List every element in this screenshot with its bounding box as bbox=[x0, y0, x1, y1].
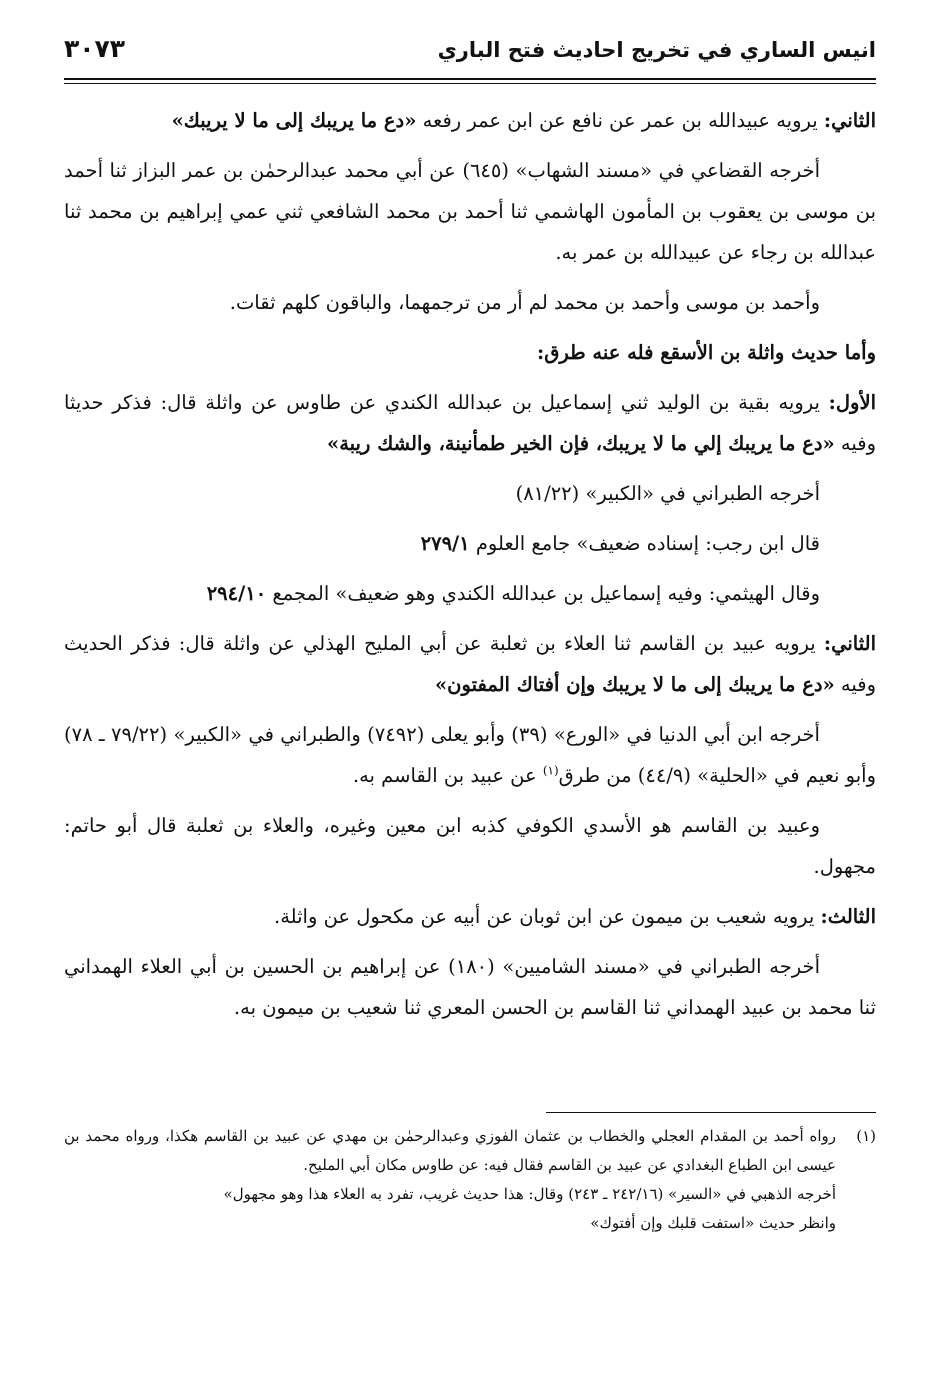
running-title: انيس الساري في تخريج احاديث فتح الباري bbox=[437, 38, 876, 62]
para-text: يرويه بقية بن الوليد ثني إسماعيل بن عبدالله الكندي عن طاوس عن واثلة قال: فذكر حديثا وفيه bbox=[64, 391, 876, 455]
paragraph-path-2-ibn-umar bbox=[64, 100, 876, 141]
para-text: قال ابن رجب: إسناده ضعيف» جامع العلوم bbox=[469, 532, 820, 555]
para-lead: الأول: bbox=[828, 391, 876, 414]
hadith-quote: «دع ما يريبك إلي ما لا يريبك، فإن الخير طمأنينة، والشك ريبة» bbox=[327, 432, 835, 455]
reference-number: ٢٧٩/١ bbox=[420, 532, 470, 555]
footnote-number: (١) bbox=[856, 1127, 876, 1145]
para-text-end: عن عبيد بن القاسم به. bbox=[352, 764, 543, 787]
paragraph-takhrij-shamiyyin bbox=[64, 946, 876, 1028]
paragraph-grading bbox=[64, 282, 876, 323]
reference-number: ٢٩٤/١٠ bbox=[206, 582, 267, 605]
para-text: أخرجه الطبراني في «الكبير» (٨١/٢٢) bbox=[515, 482, 820, 505]
paragraph-ibn-rajab bbox=[64, 523, 876, 564]
section-heading: وأما حديث واثلة بن الأسقع فله عنه طرق: bbox=[537, 341, 876, 364]
para-text: أخرجه القضاعي في «مسند الشهاب» (٦٤٥) عن أبي محمد عبدالرحمٰن بن عمر البزاز ثنا أحمد بن موسى بن يعقوب بن المأمون الهاشمي ثنا أحمد بن محمد الشافعي ثني عمي إبراهيم بن محمد ثنا عبدالله بن رجاء عن عبيدالله بن عمر به. bbox=[64, 159, 876, 264]
header-rule bbox=[64, 78, 876, 84]
para-lead: الثاني: bbox=[823, 632, 876, 655]
para-text: أخرجه ابن أبي الدنيا في «الورع» (٣٩) وأبو يعلى (٧٤٩٢) والطبراني في «الكبير» (٧٩/٢٢ ـ ٧٨) وأبو نعيم في «الحلية» (٤٤/٩) من طرق bbox=[64, 723, 876, 787]
footnote-1 bbox=[64, 1122, 876, 1180]
para-text: وعبيد بن القاسم هو الأسدي الكوفي كذبه ابن معين وغيره، والعلاء بن ثعلبة قال أبو حاتم: مجهول. bbox=[64, 814, 876, 878]
page-header bbox=[64, 30, 876, 78]
para-lead: الثاني: bbox=[823, 109, 876, 132]
footnote-text: رواه أحمد بن المقدام العجلي والخطاب بن عثمان الفوزي وعبدالرحمٰن بن مهدي عن عبيد بن القاسم هكذا، ورواه محمد بن عيسى ابن الطباع البغدادي عن عبيد بن القاسم فقال فيه: عن طاوس مكان أبي المليح. bbox=[64, 1127, 836, 1174]
footnotes bbox=[64, 1122, 876, 1238]
page-number: ٣٠٧٣ bbox=[64, 34, 126, 63]
paragraph-takhrij-multiple bbox=[64, 714, 876, 796]
footnote-rule bbox=[546, 1112, 876, 1113]
paragraph-ubayd-grading bbox=[64, 805, 876, 887]
para-lead: الثالث: bbox=[820, 905, 876, 928]
paragraph-takhrij-tabarani bbox=[64, 473, 876, 514]
para-text: أخرجه الطبراني في «مسند الشاميين» (١٨٠) عن إبراهيم بن الحسين بن أبي العلاء الهمداني ثنا محمد بن عبيد الهمداني ثنا القاسم بن الحسن المعري ثنا شعيب بن ميمون به. bbox=[64, 955, 876, 1019]
main-text bbox=[64, 100, 876, 1037]
footnote-continuation: أخرجه الذهبي في «السير» (٢٤٢/١٦ ـ ٢٤٣) وقال: هذا حديث غريب، تفرد به العلاء هذا وهو مجهول» bbox=[223, 1185, 836, 1203]
paragraph-haythami bbox=[64, 573, 876, 614]
para-text: وقال الهيثمي: وفيه إسماعيل بن عبدالله الكندي وهو ضعيف» المجمع bbox=[266, 582, 820, 605]
para-text: يرويه شعيب بن ميمون عن ابن ثوبان عن أبيه عن مكحول عن واثلة. bbox=[274, 905, 821, 928]
footnote-marker: (١) bbox=[542, 763, 559, 778]
para-text: وأحمد بن موسى وأحمد بن محمد لم أر من ترجمهما، والباقون كلهم ثقات. bbox=[229, 291, 820, 314]
hadith-quote: «دع ما يريبك إلى ما لا يريبك وإن أفتاك المفتون» bbox=[434, 673, 835, 696]
paragraph-path-3-wathila bbox=[64, 896, 876, 937]
para-text: يرويه عبيدالله بن عمر عن نافع عن ابن عمر رفعه bbox=[416, 109, 824, 132]
section-heading-wathila bbox=[64, 332, 876, 373]
footnote-see-also: وانظر حديث «استفت قلبك وإن أفتوك» bbox=[590, 1214, 836, 1232]
para-text: يرويه عبيد بن القاسم ثنا العلاء بن ثعلبة عن أبي المليح الهذلي عن واثلة قال: فذكر الحديث وفيه bbox=[64, 632, 876, 696]
hadith-quote: «دع ما يريبك إلى ما لا يريبك» bbox=[171, 109, 417, 132]
paragraph-takhrij-qudai bbox=[64, 150, 876, 273]
paragraph-path-2-wathila bbox=[64, 623, 876, 705]
paragraph-path-1-wathila bbox=[64, 382, 876, 464]
